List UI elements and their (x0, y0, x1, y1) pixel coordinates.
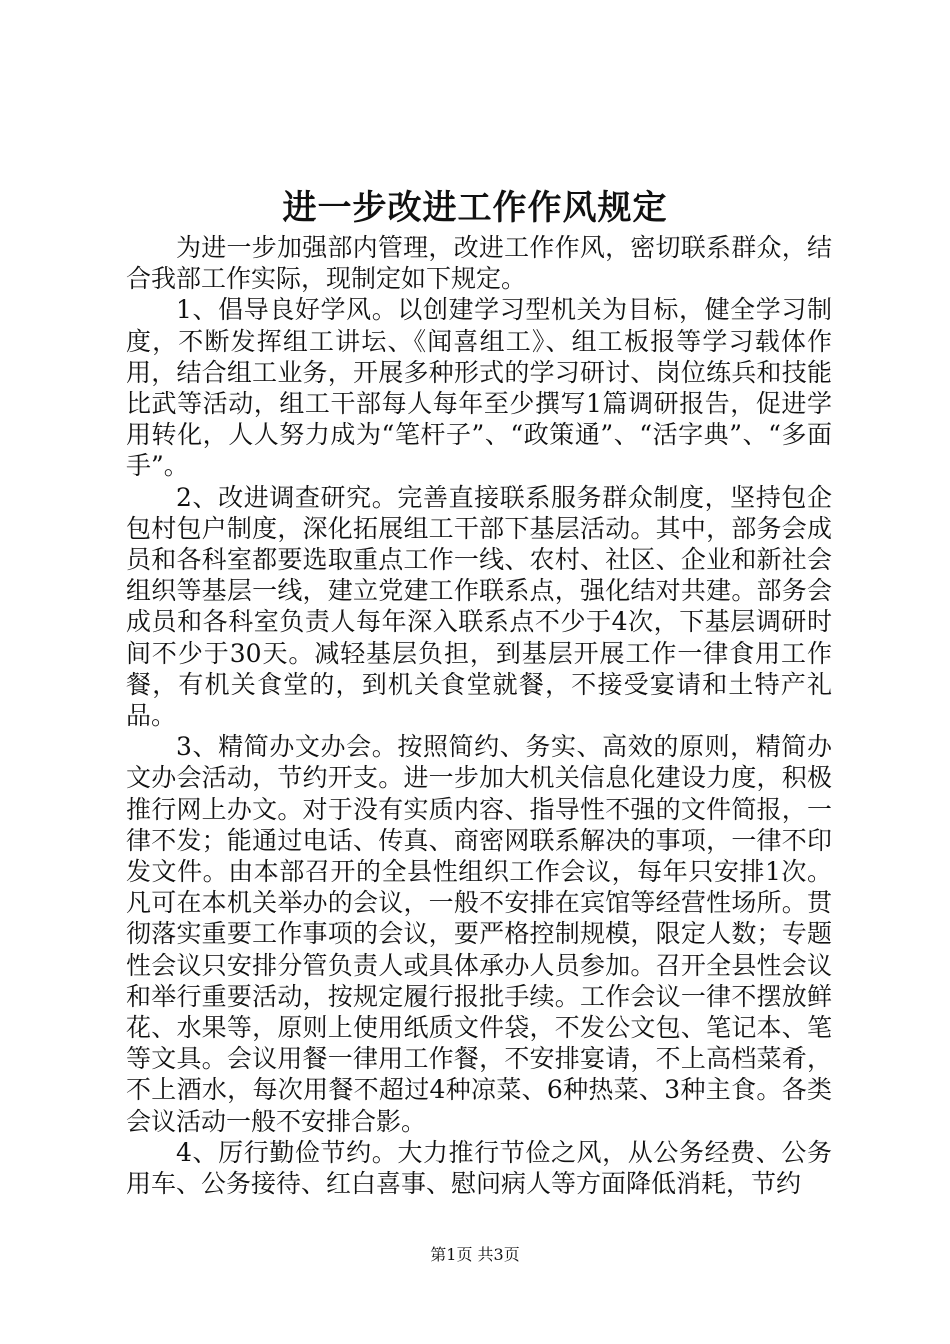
document-body (126, 232, 832, 1199)
paragraph-item-1: 1、倡导良好学风。以创建学习型机关为目标，健全学习制度，不断发挥组工讲坛、《闻喜组工》、组工板报等学习载体作用，结合组工业务，开展多种形式的学习研讨、岗位练兵和技能比武等活动，组工干部每人每年至少撰写1篇调研报告，促进学用转化，人人努力成为“笔杆子”、“政策通”、“活字典”、“多面手”。 (126, 295, 832, 481)
paragraph-item-3: 3、精简办文办会。按照简约、务实、高效的原则，精简办文办会活动，节约开支。进一步加大机关信息化建设力度，积极推行网上办文。对于没有实质内容、指导性不强的文件简报，一律不发；能通过电话、传真、商密网联系解决的事项，一律不印发文件。由本部召开的全县性组织工作会议，每年只安排1次。凡可在本机关举办的会议，一般不安排在宾馆等经营性场所。贯彻落实重要工作事项的会议，要严格控制规模，限定人数；专题性会议只安排分管负责人或具体承办人员参加。召开全县性会议和举行重要活动，按规定履行报批手续。工作会议一律不摆放鲜花、水果等，原则上使用纸质文件袋，不发公文包、笔记本、笔等文具。会议用餐一律用工作餐，不安排宴请，不上高档菜肴，不上酒水，每次用餐不超过4种凉菜、6种热菜、3种主食。各类会议活动一般不安排合影。 (126, 732, 832, 1136)
page-number-footer: 第1页 共3页 (430, 1245, 520, 1264)
paragraph-item-4: 4、厉行勤俭节约。大力推行节俭之风，从公务经费、公务用车、公务接待、红白喜事、慰问病人等方面降低消耗，节约 (126, 1137, 832, 1199)
paragraph-item-2: 2、改进调查研究。完善直接联系服务群众制度，坚持包企包村包户制度，深化拓展组工干部下基层活动。其中，部务会成员和各科室都要选取重点工作一线、农村、社区、企业和新社会组织等基层一线，建立党建工作联系点，强化结对共建。部务会成员和各科室负责人每年深入联系点不少于4次，下基层调研时间不少于30天。减轻基层负担，到基层开展工作一律食用工作餐，有机关食堂的，到机关食堂就餐，不接受宴请和土特产礼品。 (126, 482, 832, 731)
document-title: 进一步改进工作作风规定 (282, 188, 668, 228)
paragraph-intro: 为进一步加强部内管理，改进工作作风，密切联系群众，结合我部工作实际，现制定如下规定。 (126, 233, 832, 294)
